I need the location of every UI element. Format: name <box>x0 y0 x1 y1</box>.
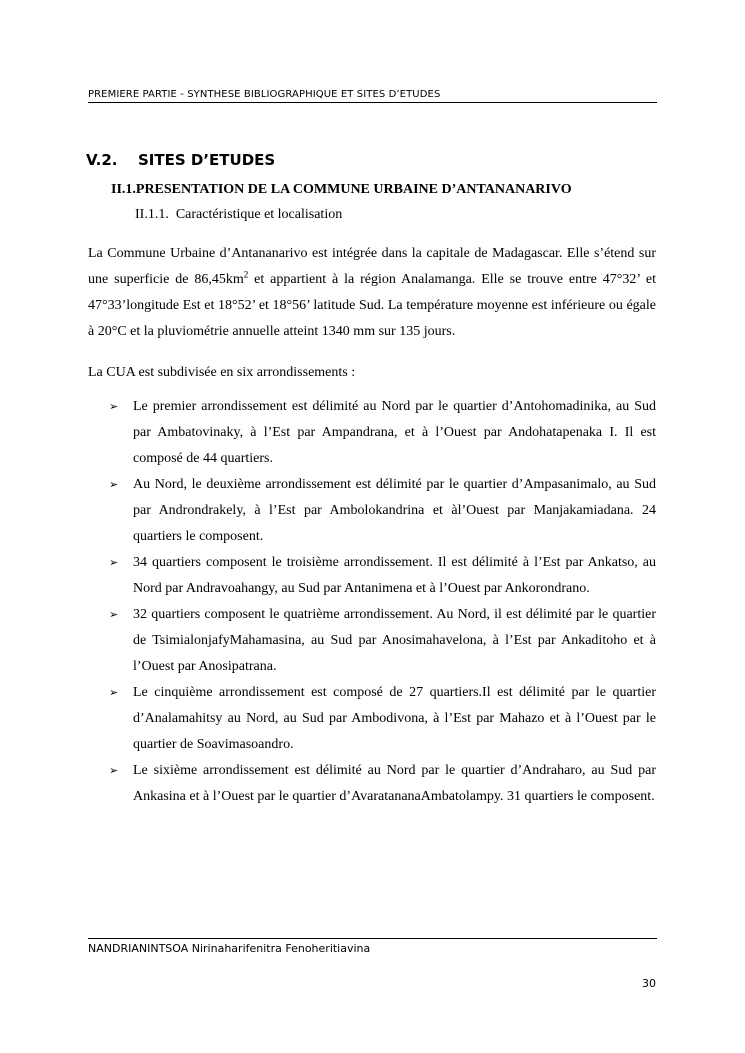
list-item-text: Le cinquième arrondissement est composé de 27 quartiers.Il est délimité par le quartier d’Analamahitsy au Nord, au Sud par Ambodivona, à l’Est par Mahazo et à l’Ouest par le quartier de Soavimasoandro. <box>133 685 656 752</box>
subdivision-paragraph: La CUA est subdivisée en six arrondissements : <box>88 365 356 380</box>
intro-paragraph <box>88 241 656 345</box>
list-item-text: Au Nord, le deuxième arrondissement est délimité par le quartier d’Ampasanimalo, au Sud par Androndrakely, à l’Est par Ambolokandrina et àl’Ouest par Manjakamiadana. 24 quartiers le composent. <box>133 477 656 544</box>
subsubsection-title: Caractéristique et localisation <box>175 207 343 222</box>
subsection-heading <box>111 182 572 198</box>
list-item <box>88 550 656 602</box>
list-item <box>88 472 656 550</box>
arrow-bullet-icon: ➢ <box>109 400 119 413</box>
subsubsection-number: II.1.1. <box>135 207 169 222</box>
page-number: 30 <box>642 977 656 990</box>
superscript-two: 2 <box>243 269 249 280</box>
list-item-text: 32 quartiers composent le quatrième arrondissement. Au Nord, il est délimité par le quartier de TsimialonjafyMahamasina, au Sud par Anosimahavelona, à l’Est par Ankaditoho et à l’Ouest par Anosipatrana. <box>133 607 656 674</box>
section-title: SITES D’ETUDES <box>138 151 276 169</box>
subsection-title: II.1.PRESENTATION DE LA COMMUNE URBAINE D’ANTANANARIVO <box>111 182 572 197</box>
intro-text-part1: La Commune Urbaine d’Antananarivo est intégrée dans la capitale de Madagascar. Elle s’étend sur une superficie de 86,45km <box>88 246 656 287</box>
list-item-text: Le sixième arrondissement est délimité au Nord par le quartier d’Andraharo, au Sud par Ankasina et à l’Ouest par le quartier d’AvaratananaAmbatolampy. 31 quartiers le composent. <box>133 763 656 804</box>
subsubsection-heading <box>135 207 342 223</box>
footer-author: NANDRIANINTSOA Nirinaharifenitra Fenoheritiavina <box>88 942 371 955</box>
intro-text-part2: et appartient à la région Analamanga. Elle se trouve entre 47°32’ et 47°33’longitude Est et 18°52’ et 18°56’ latitude Sud. La température moyenne est inférieure ou égale à 20°C et la pluviométrie annuelle atteint 1340 mm sur 135 jours. <box>88 272 656 339</box>
running-header <box>88 89 657 103</box>
list-item <box>88 680 656 758</box>
arrow-bullet-icon: ➢ <box>109 478 119 491</box>
list-item-text: Le premier arrondissement est délimité au Nord par le quartier d’Antohomadinika, au Sud par Ambatovinaky, à l’Est par Ampandrana, et à l’Ouest par Andohatapenaka I. Il est composé de 44 quartiers. <box>133 399 656 466</box>
arrow-bullet-icon: ➢ <box>109 608 119 621</box>
list-item <box>88 602 656 680</box>
arrondissement-list <box>88 394 656 810</box>
section-number: V.2. <box>86 151 118 169</box>
list-item <box>88 394 656 472</box>
list-item-text: 34 quartiers composent le troisième arrondissement. Il est délimité à l’Est par Ankatso, au Nord par Andravoahangy, au Sud par Antanimena et à l’Ouest par Ankorondrano. <box>133 555 656 596</box>
list-item <box>88 758 656 810</box>
running-header-title: PREMIERE PARTIE - SYNTHESE BIBLIOGRAPHIQUE ET SITES D’ETUDES <box>88 89 441 100</box>
running-footer <box>88 938 657 955</box>
arrow-bullet-icon: ➢ <box>109 686 119 699</box>
arrow-bullet-icon: ➢ <box>109 764 119 777</box>
arrow-bullet-icon: ➢ <box>109 556 119 569</box>
section-heading <box>86 151 275 169</box>
